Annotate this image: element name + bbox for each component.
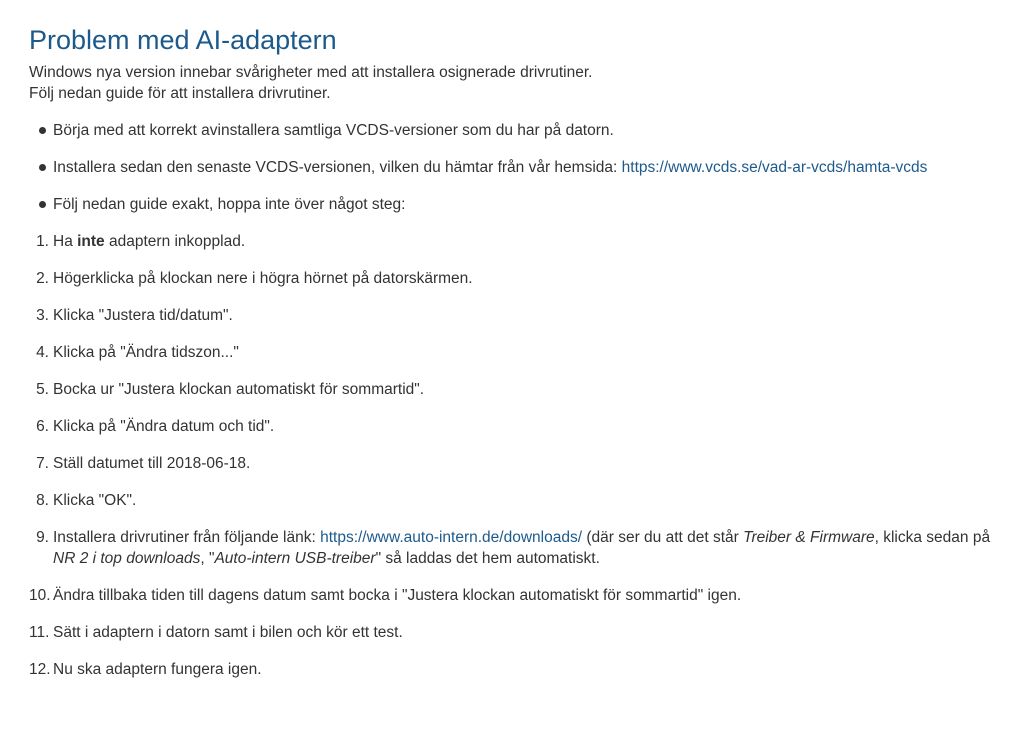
step-emphasis: Auto-intern USB-treiber [214,550,376,567]
step-text: " så laddas det hem automatiskt. [375,550,600,567]
vcds-download-link[interactable]: https://www.vcds.se/vad-ar-vcds/hamta-vcds [621,159,928,176]
step-number: 10. [29,587,51,604]
bullet-list [29,120,1009,215]
step-item [29,659,1009,680]
auto-intern-downloads-link[interactable]: https://www.auto-intern.de/downloads/ [320,529,583,546]
bullet-text: Börja med att korrekt avinstallera samtliga VCDS-versioner som du har på datorn. [53,122,614,139]
step-text: Installera drivrutiner från följande länk: [53,529,321,546]
step-text: adaptern inkopplad. [104,233,246,250]
bullet-text: Följ nedan guide exakt, hoppa inte över något steg: [53,196,406,213]
step-text: Nu ska adaptern fungera igen. [53,661,262,678]
step-item [29,527,1009,569]
step-number: 1. [36,233,49,250]
step-text: Bocka ur "Justera klockan automatiskt för sommartid". [53,381,425,398]
step-item [29,416,1009,437]
step-number: 9. [36,529,49,546]
step-number: 8. [36,492,49,509]
step-number: 12. [29,661,51,678]
step-item [29,453,1009,474]
intro-line: Windows nya version innebar svårigheter med att installera osignerade drivrutiner. [29,64,593,81]
step-text: Klicka på "Ändra tidszon..." [53,344,239,361]
step-number: 5. [36,381,49,398]
bullet-item [29,120,1009,141]
bullet-item [29,194,1009,215]
step-item [29,379,1009,400]
step-number: 7. [36,455,49,472]
step-text: Ändra tillbaka tiden till dagens datum samt bocka i "Justera klockan automatiskt för sommartid" igen. [53,587,742,604]
step-item [29,342,1009,363]
step-text: , klicka sedan på [874,529,991,546]
bullet-item [29,157,1009,178]
step-emphasis: inte [77,233,105,250]
step-text: Högerklicka på klockan nere i högra hörnet på datorskärmen. [53,270,473,287]
step-item [29,305,1009,326]
step-item [29,585,1009,606]
step-text: Klicka "OK". [53,492,137,509]
step-text: (där ser du att det står [582,529,744,546]
step-number: 2. [36,270,49,287]
step-item [29,268,1009,289]
page-title: Problem med AI-adaptern [29,25,337,55]
steps-list [29,231,1009,680]
intro [29,62,1009,104]
step-number: 6. [36,418,49,435]
intro-line: Följ nedan guide för att installera drivrutiner. [29,85,331,102]
step-text: Klicka "Justera tid/datum". [53,307,233,324]
step-item [29,231,1009,252]
step-text: , " [200,550,215,567]
bullet-text: Installera sedan den senaste VCDS-versionen, vilken du hämtar från vår hemsida: [53,159,622,176]
step-item [29,622,1009,643]
step-number: 4. [36,344,49,361]
step-item [29,490,1009,511]
step-text: Ha [53,233,78,250]
step-number: 3. [36,307,49,324]
step-emphasis: NR 2 i top downloads [53,550,201,567]
step-text: Sätt i adaptern i datorn samt i bilen och kör ett test. [53,624,403,641]
step-number: 11. [29,624,50,641]
step-emphasis: Treiber & Firmware [743,529,875,546]
step-text: Klicka på "Ändra datum och tid". [53,418,275,435]
step-text: Ställ datumet till 2018-06-18. [53,455,251,472]
